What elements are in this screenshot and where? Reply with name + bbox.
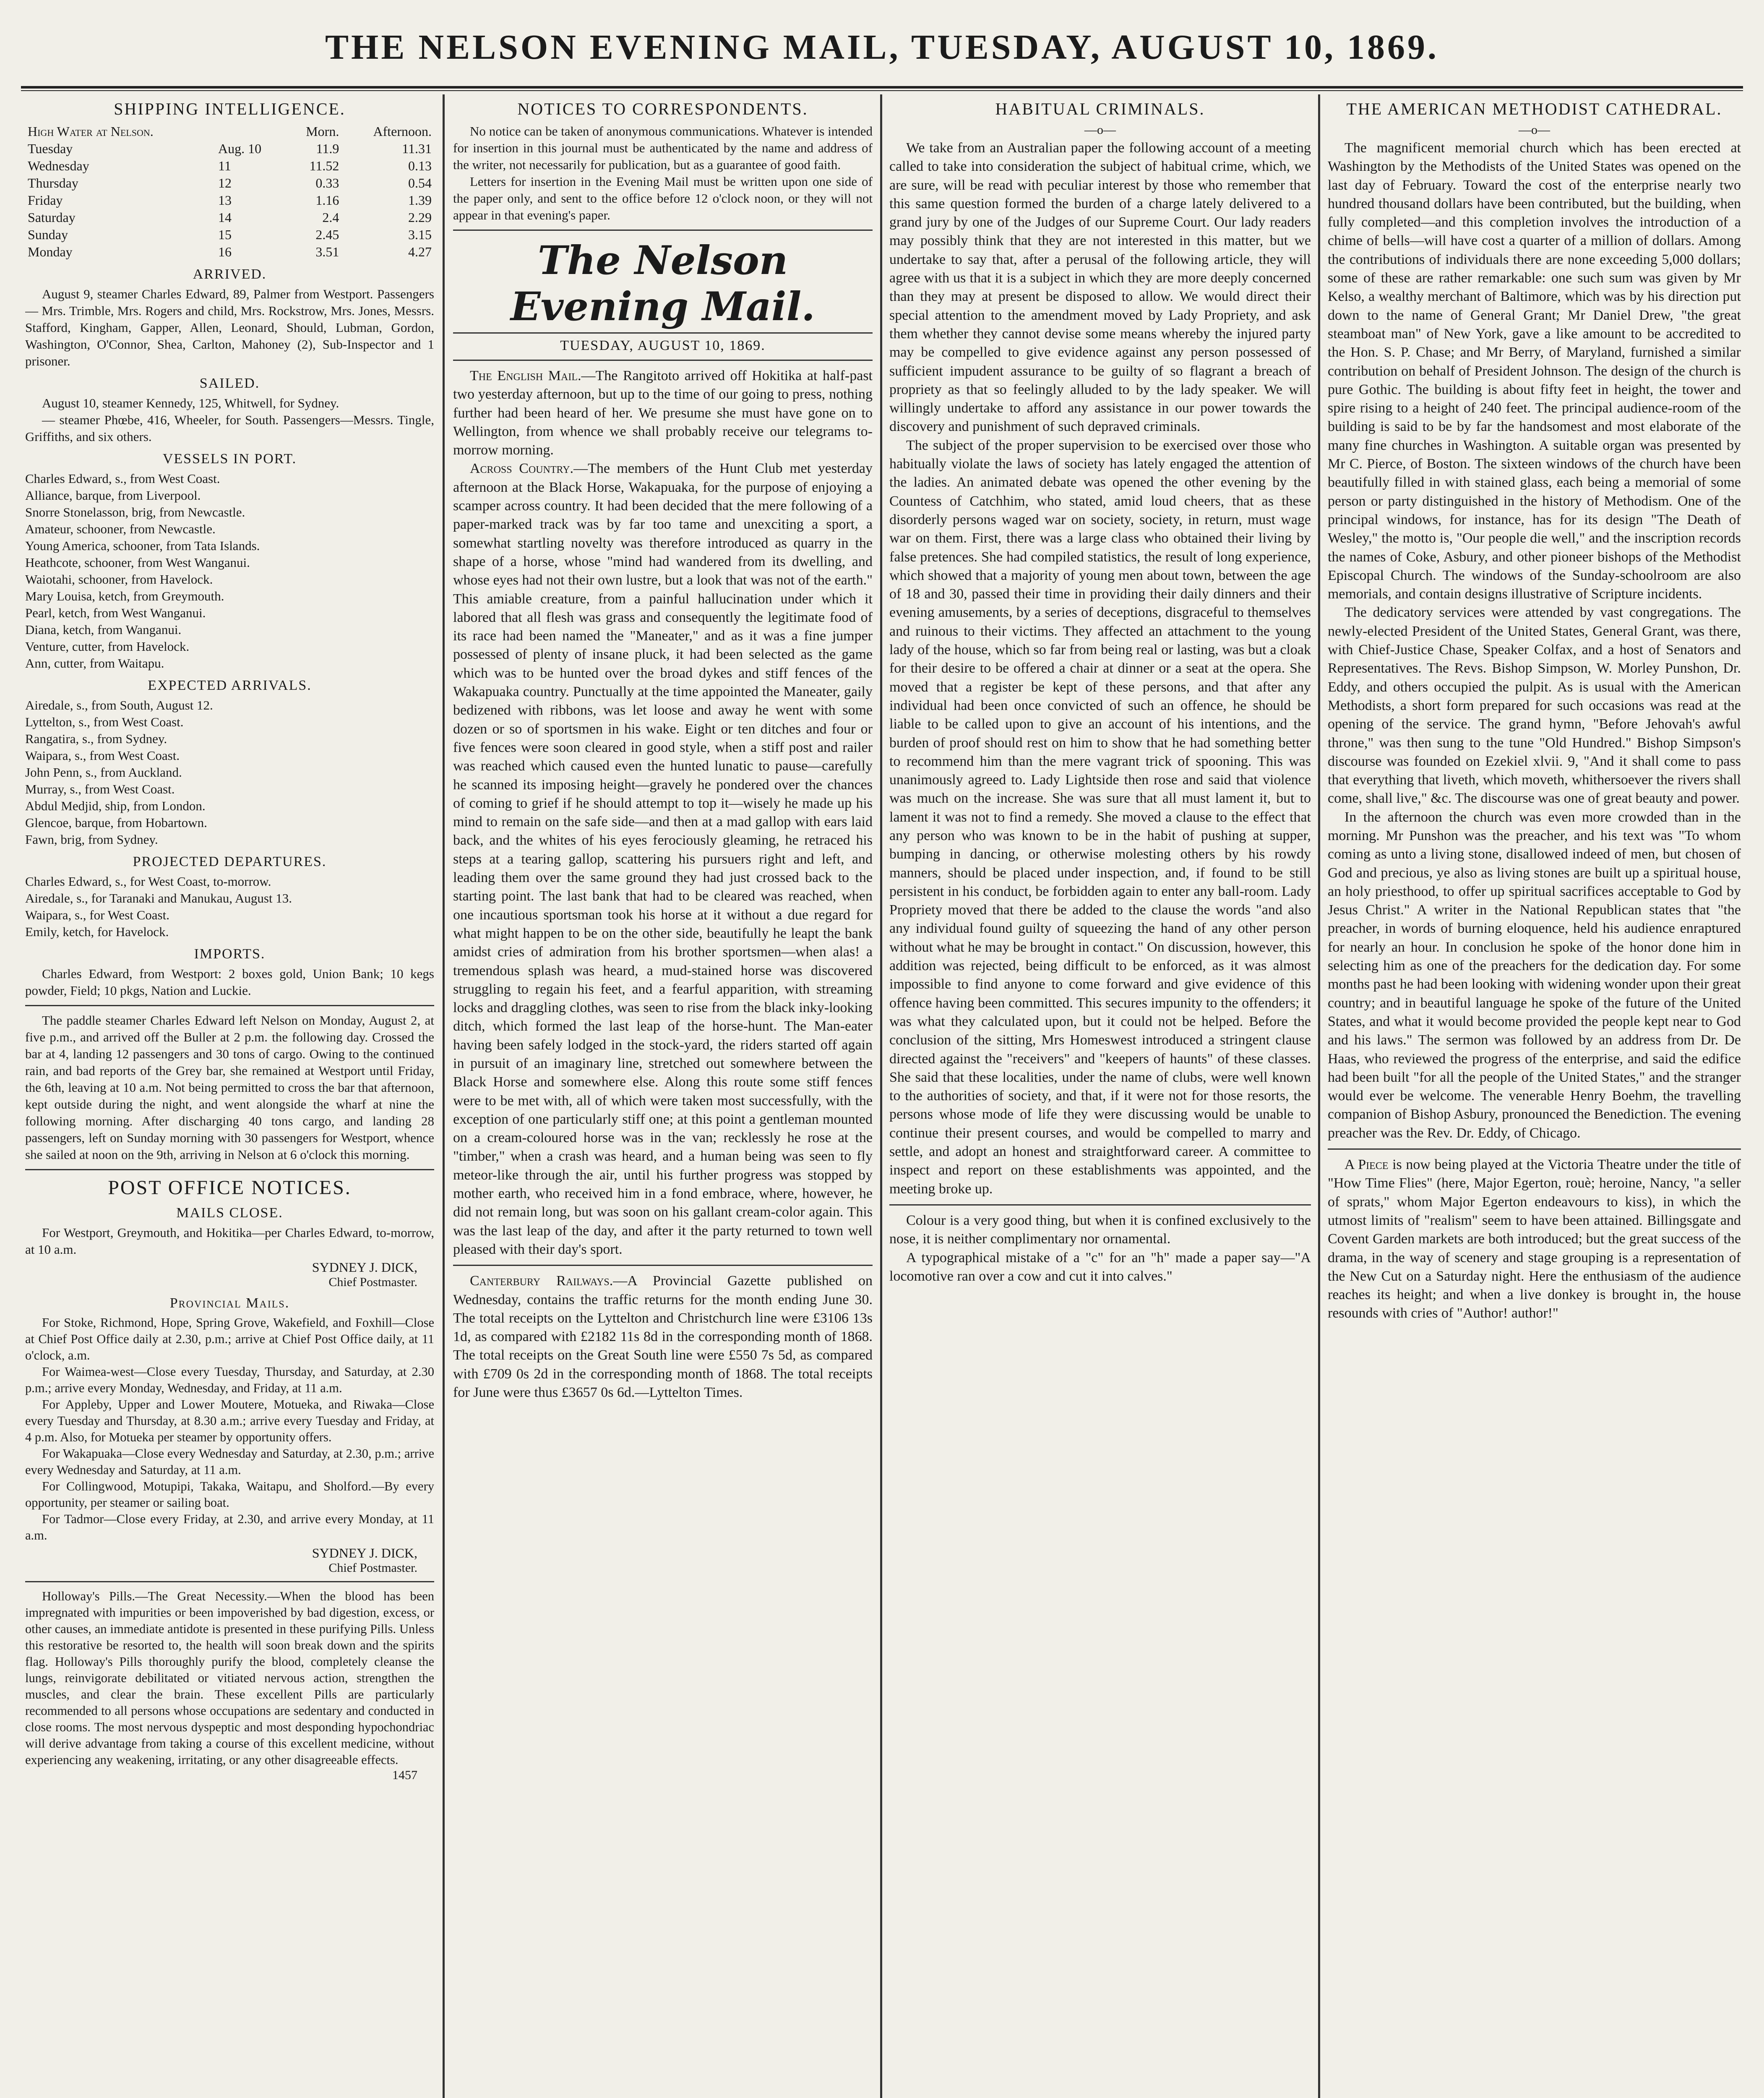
list-item: Alliance, barque, from Liverpool. (25, 488, 201, 503)
list-item: John Penn, s., from Auckland. (25, 765, 182, 780)
column-shipping (25, 97, 434, 2098)
list-item: Glencoe, barque, from Hobartown. (25, 815, 207, 830)
arrived-text: August 9, steamer Charles Edward, 89, Palmer from Westport. Passengers — Mrs. Trimble, Mrs. Rogers and child, Mrs. Rockstrow, Mrs. Jones, Messrs. Stafford, Kingham, Gapper, Allen, Leonard, Should, Lubman, Gordon, Washington, O'Connor, Shea, Carlton, Mahoney (2), Sub-Inspector and 1 prisoner. (25, 287, 434, 368)
tide-date: 12 (218, 175, 232, 190)
sailed-item: August 10, steamer Kennedy, 125, Whitwell, for Sydney. (42, 396, 339, 410)
tide-afternoon: 11.31 (402, 141, 432, 156)
divider (453, 1265, 873, 1266)
ornament: —o— (1084, 123, 1116, 137)
article-paragraph: The dedicatory services were attended by vast congregations. The newly-elected President of the United States, General Grant, was there, with Chief-Justice Chase, Speaker Colfax, and a host of Senators and Representatives. The Revs. Bishop Simpson, W. Morley Punshon, Dr. Eddy, and others occupied the pulpit. As is usual with the American Methodists, a short form prepared for such occasions was read at the opening of the service. The grand hymn, "Before Jehovah's awful throne," was then sung to the tune "Old Hundred." Bishop Simpson's discourse was founded on Ezekiel xlvii. 9, "And it shall come to pass that everything that liveth, which moveth, whithersoever the rivers shall come, shall live," &c. The discourse was one of great beauty and power. (1328, 605, 1741, 806)
mails-close-heading: MAILS CLOSE. (176, 1205, 283, 1221)
tide-afternoon: 1.39 (408, 193, 432, 208)
list-item: Charles Edward, s., for West Coast, to-morrow. (25, 874, 271, 889)
tide-table-header (25, 123, 434, 140)
list-item: Waipara, s., from West Coast. (25, 748, 180, 763)
article-body: —The Rangitoto arrived off Hokitika at half-past two yesterday afternoon, but up to the time of our going to press, nothing further had been heard of her. We presume she must have gone on to Wellington, from whence we shall probably receive our telegrams to-morrow morning. (453, 368, 873, 458)
tide-date: 14 (218, 210, 232, 225)
table-row (25, 140, 434, 157)
divider (889, 1204, 1311, 1206)
article-lead: Canterbury Railways. (470, 1273, 613, 1289)
table-row (25, 192, 434, 209)
tide-day: Thursday (28, 175, 78, 190)
list-item: Abdul Medjid, ship, from London. (25, 798, 206, 813)
post-office-heading: POST OFFICE NOTICES. (108, 1177, 352, 1199)
divider (25, 1581, 434, 1582)
article-heading: HABITUAL CRIMINALS. (995, 99, 1205, 118)
imports-text: Charles Edward, from Westport: 2 boxes gold, Union Bank; 10 kegs powder, Field; 10 pkgs, Nation and Luckie. (25, 966, 434, 998)
column-habitual-criminals (889, 97, 1311, 2098)
paddle-steamer-report: The paddle steamer Charles Edward left Nelson on Monday, August 2, at five p.m., and arrived off the Buller at 2 p.m. the following day. Crossed the bar at 4, landing 12 passengers and 30 tons of cargo. Owing to the continued rain, and bad reports of the Grey bar, she remained at Westport until Friday, the 6th, leaving at 10 a.m. Not being permitted to cross the bar that afternoon, kept outside during the night, and went alongside the wharf at nine the following morning. After discharging 40 tons cargo, and landing 28 passengers, left on Sunday morning with 30 passengers for Westport, whence she sailed at noon on the 9th, arriving in Nelson at 6 o'clock this morning. (25, 1013, 434, 1162)
column-divider (1318, 94, 1320, 2098)
dateline: TUESDAY, AUGUST 10, 1869. (560, 338, 766, 353)
list-item: Charles Edward, s., from West Coast. (25, 471, 220, 486)
article-paragraph: In the afternoon the church was even more crowded than in the morning. Mr Punshon was the preacher, and his text was "To whom coming as unto a living stone, disallowed indeed of men, but chosen of God and precious, ye also as living stones are built up a spiritual house, an holy priesthood, to offer up spiritual sacrifices acceptable to God by Jesus Christ." A writer in the National Republican states that "the preacher, in words of burning eloquence, held his audience enraptured for nearly an hour. In conclusion he spoke of the honor done him in selecting him as one of the preachers for the dedication day. For some months past he had been looking with widening wonder upon their great country; and in beautiful language he spoke of the future of the United States, and what it would become provided the people kept near to God and his laws." The sermon was followed by an address from Dr. De Haas, who reviewed the progress of the enterprise, and said the edifice had been built "for all the people of the United States," and the stranger would ever be welcome. The venerable Henry Boehm, the travelling companion of Bishop Asbury, pronounced the Benediction. The evening preacher was the Rev. Dr. Eddy, of Chicago. (1328, 809, 1741, 1141)
postmaster-title: Chief Postmaster. (328, 1275, 417, 1289)
list-item: Murray, s., from West Coast. (25, 782, 175, 796)
tide-header-cell: High Water at Nelson. (28, 124, 154, 139)
divider (453, 230, 873, 231)
article-body: is now being played at the Victoria Theatre under the title of "How Time Flies" (here, Major Egerton, rouè; heroine, Nancy, "a seller of sprats," whom Major Egerton endeavours to kiss), in which the utmost limits of "realism" seem to have been attained. Billingsgate and Covent Garden markets are both introduced; but the great success of the drama, in the way of scenery and stage grouping is a representation of the New Cut on a Saturday night. Here the enthusiasm of the audience reaches its height; and when a live donkey is brought in, the house resounds with cries of "Author! author!" (1328, 1157, 1741, 1321)
column-methodist-cathedral (1328, 97, 1741, 2098)
notice-text: Letters for insertion in the Evening Mail must be written upon one side of the paper only, and sent to the office before 12 o'clock noon, or they will not appear in that evening's paper. (453, 174, 873, 222)
list-item: For Appleby, Upper and Lower Moutere, Motueka, and Riwaka—Close every Tuesday and Thursday, at 8.30 a.m.; arrive every Tuesday and Friday, at 4 p.m. Also, for Motueka per steamer by opportunity offers. (25, 1397, 434, 1444)
masthead-rule (21, 86, 1743, 89)
tide-morning: 2.45 (315, 227, 339, 242)
list-item: Young America, schooner, from Tata Islands. (25, 538, 260, 553)
postmaster-signature: SYDNEY J. DICK, (312, 1260, 417, 1275)
list-item: Venture, cutter, from Havelock. (25, 639, 190, 654)
tide-header-cell: Afternoon. (373, 124, 432, 139)
theatre-article (1328, 1156, 1741, 1323)
ornament: —o— (1519, 123, 1550, 137)
list-item: Amateur, schooner, from Newcastle. (25, 522, 216, 536)
list-item: For Stoke, Richmond, Hope, Spring Grove, Wakefield, and Foxhill—Close at Chief Post Office daily at 2.30, p.m.; arrive at Chief Post Office daily, at 11 o'clock, a.m. (25, 1315, 434, 1362)
list-item: Diana, ketch, from Wanganui. (25, 622, 182, 637)
tide-day: Monday (28, 244, 73, 259)
port-heading: VESSELS IN PORT. (162, 451, 297, 467)
table-row (25, 226, 434, 243)
list-item: Pearl, ketch, from West Wanganui. (25, 605, 206, 620)
postmaster-signature: SYDNEY J. DICK, (312, 1545, 417, 1560)
article-lead: Across Country. (470, 461, 574, 477)
list-item: For Waimea-west—Close every Tuesday, Thursday, and Saturday, at 2.30 p.m.; arrive every Monday, Wednesday, and Friday, at 11 a.m. (25, 1365, 434, 1395)
list-item: Waiotahi, schooner, from Havelock. (25, 572, 213, 587)
tide-morning: 3.51 (315, 244, 339, 259)
filler-paragraph: Colour is a very good thing, but when it is confined exclusively to the nose, it is neither complimentary nor ornamental. (889, 1212, 1311, 1247)
tide-date: 11 (218, 158, 231, 173)
across-country-article (453, 459, 873, 1259)
tide-day: Friday (28, 193, 63, 208)
divider (453, 360, 873, 361)
newspaper-title: The Nelson Evening Mail. (510, 237, 816, 330)
tide-afternoon: 0.54 (408, 175, 432, 190)
divider (1328, 1148, 1741, 1150)
holloway-advertisement: Holloway's Pills.—The Great Necessity.—When the blood has been impregnated with impurities or been impoverished by bad digestion, excess, or other causes, an immediate antidote is presented in these purifying Pills. Unless this restorative be resorted to, the health will soon break down and the spirits flag. Holloway's Pills thoroughly purify the blood, completely cleanse the lungs, reinvigorate debilitated or vitiated nervous action, strengthen the muscles, and clear the brain. These excellent Pills are particularly recommended to all persons whose occupations are sedentary and conducted in close rooms. The most nervous dyspeptic and most desponding hypochondriac will derive advantage from taking a course of this excellent medicine, without experiencing any weakening, irritating, or any other disagreeable effects. (25, 1589, 434, 1767)
article-heading: THE AMERICAN METHODIST CATHEDRAL. (1346, 99, 1722, 118)
tide-header-cell: Morn. (306, 124, 339, 139)
article-paragraph: We take from an Australian paper the following account of a meeting called to take into consideration the subject of habitual crime, which, we are sure, will be read with peculiar interest by those who remember that this same question formed the burden of a charge lately delivered to a grand jury by one of the Judges of our Supreme Court. Our lady readers may possibly think that they are not interested in this matter, but we undertake to say that, after a perusal of the following article, they will agree with us that it is a subject in which they are more deeply concerned than they may at present be disposed to allow. We would direct their special attention to the amendment moved by Lady Propriety, and ask them whether they cannot devise some means whereby the injured party may be compelled to give evidence against any person possessed of sufficient impudent assurance to be guilty of so flagrant a breach of propriety as that so feelingly alluded to by the lady speaker. We will willingly undertake to afford any assistance in our power towards the discovery and punishment of such depraved criminals. (889, 140, 1311, 435)
imports-heading: IMPORTS. (194, 946, 266, 962)
tide-table (25, 123, 434, 261)
notices-heading: NOTICES TO CORRESPONDENTS. (517, 99, 808, 118)
mails-close-text: For Westport, Greymouth, and Hokitika—per Charles Edward, to-morrow, at 10 a.m. (25, 1225, 434, 1257)
shipping-heading: SHIPPING INTELLIGENCE. (114, 99, 346, 118)
advertisement-number: 1457 (392, 1768, 417, 1782)
tide-day: Saturday (28, 210, 76, 225)
notice-text: No notice can be taken of anonymous communications. Whatever is intended for insertion in this journal must be authenticated by the name and address of the writer, not necessarily for publication, but as a guarantee of good faith. (453, 124, 873, 172)
tide-date: 15 (218, 227, 232, 242)
column-divider (880, 94, 882, 2098)
divider (453, 332, 873, 334)
postmaster-title: Chief Postmaster. (328, 1561, 417, 1575)
tide-date: 16 (218, 244, 232, 259)
list-item: Emily, ketch, for Havelock. (25, 924, 169, 939)
masthead-rule-thin (21, 90, 1743, 91)
expected-heading: EXPECTED ARRIVALS. (148, 678, 312, 693)
column-divider (443, 94, 445, 2098)
filler-paragraph: A typographical mistake of a "c" for an "h" made a paper say—"A locomotive ran over a cow and cut it into calves." (889, 1250, 1311, 1284)
article-body: —A Provincial Gazette published on Wednesday, contains the traffic returns for the month ending June 30. The total receipts on the Lyttelton and Christchurch line were £3106 13s 1d, as compared with £2182 11s 8d in the corresponding month of 1868. The total receipts on the Great South line were £550 7s 5d, as compared with £709 0s 2d in the corresponding month of 1868. The total receipts for June were thus £3657 0s 6d.—Lyttelton Times. (453, 1273, 873, 1401)
article-lead: A Piece (1344, 1157, 1389, 1173)
provincial-mails-heading: Provincial Mails. (169, 1295, 290, 1311)
article-paragraph: The subject of the proper supervision to be exercised over those who habitually violate the laws of society has lately engaged the attention of the ladies. An animated debate was opened the other evening by the Countess of Catchhim, who stated, amid loud cheers, that as these disorderly persons waged war on society, society, in return, must wage war on them. First, there was a large class who obtained their living by false pretences. She had compiled statistics, the result of long experience, which showed that a majority of young men about town, between the age of 18 and 30, passed their time in providing their daily dinners and their evening amusements, by a series of deceptions, disgraceful to themselves and ruinous to their victims. They affected an attachment to the young lady of the house, which so far from being real or lasting, was but a cloak for their desire to be offered a chair at dinner or a seat at the opera. She moved that a register be kept of these persons, and that after any individual had been once convicted of such an offence, he should be liable to be called upon to give an account of his intentions, and the burden of proof should rest on him to show that he had something better to recommend him than the mere vagrant trick of spooning. This was unanimously agreed to. Lady Lightside then rose and said that violence was much on the increase. She was sure that all must lament it, but to lament it was not to find a remedy. She moved a clause to the effect that any person who was known to be in the habit of pushing at supper, bumping in dancing, or otherwise molesting others by his rowdy manners, should be placed under inspection, and, if found to be still persistent in his conduct, be forbidden again to enter any ball-room. Lady Propriety moved that there be added to the clause the words "and also any individual found guilty of squeezing the hand of any other person without what he may be brought in contact." On discussion, however, this addition was rejected, being difficult to be enforced, as it was almost impossible to find anyone to come forward and give evidence of this offence having been committed. This secures impunity to the offenders; it was what they calculated upon, but it could not be helped. Before the conclusion of the sitting, Mrs Homeswest introduced a stringent clause directed against the "receivers" and "keepers of haunts" of these classes. She said that these localities, under the name of clubs, were well known to the authorities of society, and that, if it were not for those resorts, the persons whose mode of life they were discussing would be unable to continue their present courses, and would be compelled to marry and settle, and adopt an honest and straightforward career. A committee to inspect and report on these establishments was appointed, and the meeting broke up. (889, 437, 1311, 1197)
sailed-item: — steamer Phœbe, 416, Wheeler, for South. Passengers—Messrs. Tingle, Griffiths, and six others. (25, 412, 434, 444)
tide-date: 13 (218, 193, 232, 208)
table-row (25, 175, 434, 192)
tide-day: Tuesday (28, 141, 73, 156)
tide-morning: 11.9 (316, 141, 339, 156)
divider (25, 1169, 434, 1170)
table-row (25, 209, 434, 226)
article-paragraph: The magnificent memorial church which has been erected at Washington by the Methodists of the United States was opened on the last day of February. Toward the cost of the enterprise nearly two hundred thousand dollars have been contributed, but the building, when fully completed—and this completion involves the introduction of a chime of bells—will have cost a quarter of a million of dollars. Among the contributions of individuals there are none exceeding 5,000 dollars; some of these are rather remarkable: one such sum was given by Mr Kelso, a wealthy merchant of Baltimore, which was by his direction put down to the name of General Grant; Mr Daniel Drew, "the great steamboat man" of New York, gave a like amount to be accredited to the Hon. S. P. Chase; and Mr Berry, of Maryland, furnished a similar contribution on behalf of President Johnson. The design of the church is pure Gothic. The building is about fifty feet in height, the tower and spire rising to a height of 240 feet. The principal audience-room of the building is said to be by far the handsomest and most elaborate of the many fine churches in Washington. A suitable organ was presented by Mr C. Pierce, of Boston. The sixteen windows of the church have been beautifully filled in with stained glass, each being a memorial of some person or party distinguished in the history of Methodism. One of the principal windows, for instance, has for its design "The Death of Wesley," the motto is, "Our people die well," and the inscription records the names of Coke, Asbury, and other pioneer bishops of the Methodist Episcopal Church. The windows of the Sunday-schoolroom are also memorials, and contain designs illustrative of Scripture incidents. (1328, 140, 1741, 602)
tide-afternoon: 2.29 (408, 210, 432, 225)
column-editorial (453, 97, 873, 2098)
sailed-heading: SAILED. (199, 376, 260, 391)
list-item: Ann, cutter, from Waitapu. (25, 656, 164, 671)
tide-morning: 1.16 (315, 193, 339, 208)
list-item: Rangatira, s., from Sydney. (25, 731, 167, 746)
article-lead: The English Mail. (470, 368, 581, 384)
railways-article (453, 1272, 873, 1402)
article-body: —The members of the Hunt Club met yesterday afternoon at the Black Horse, Wakapuaka, for the purpose of enjoying a scamper across country. It had been decided that the mere following of a paper-marked track was by far too tame and unexciting a sport, a somewhat startling novelty was therefore introduced as quarry in the shape of a horse, whose "mind had wandered from its dwelling, and whose eyes had not their own lustre, but a look that was not of the earth." This amiable creature, from a painful hallucination under which it labored that all flesh was grass and consequently the legitimate food of its race had been named the "Maneater," and as it was a fine jumper possessed of plenty of insane pluck, it had been selected as the game which was to be hunted over the broad dykes and stiff fences of the Wakapuaka country. Punctually at the time appointed the Maneater, gaily bedizened with ribbons, was let loose and away he went with some dozen or so of sportsmen in his wake. Eight or ten ditches and four or five fences were soon cleared in good style, when a stiff post and railer was reached which caused even the hunted lunatic to pause—carefully he scanned its imposing height—gravely he pondered over the chances of coming to grief if he should attempt to top it—wisely he made up his mind to remain on the safe side—and then at a mad gallop with ears laid back, and the whites of his eyes ferociously gleaming, he retraced his steps at a tearing gallop, scattering his pursuers right and left, and leading them over the same ground they had just crossed back to the starting point. The last bank that had to be cleared was reached, when one incautious sportsman took his horse at it without a due regard for what might happen to be on the other side, beautifully he leapt the bank amidst cries of admiration from his brother sportsmen—when alas! a tremendous splash was heard, a mud-stained horse was discovered struggling to regain his feet, and a fearful apparition, with streaming locks and draggling clothes, was seen to rise from the black inky-looking ditch, which formed the last leap of the horse-hunt. The Man-eater having been safely lodged in the stock-yard, the riders started off again in pursuit of an imaginary line, stretched out somewhere between the Black Horse and somewhere else. Along this route some stiff fences were to be met with, all of which were taken most successfully, with the exception of one particularly stiff one; at this point a gentleman mounted on a cream-coloured horse was in the van; recklessly he rose at the "timber," when a crash was heard, and a human being was seen to fly meteor-like through the air, until his further progress was stopped by mother earth, who received him in a fond embrace, where, however, he did not remain long, but was soon on his gallant cream-color again. This was the last leap of the day, and after it the party returned to town well pleased with their day's sport. (453, 461, 873, 1257)
tide-morning: 2.4 (322, 210, 339, 225)
list-item: For Wakapuaka—Close every Wednesday and Saturday, at 2.30, p.m.; arrive every Wednesday and Saturday, at 11 a.m. (25, 1446, 434, 1477)
list-item: Airedale, s., for Taranaki and Manukau, August 13. (25, 891, 292, 905)
departures-heading: PROJECTED DEPARTURES. (133, 854, 327, 869)
tide-afternoon: 0.13 (408, 158, 432, 173)
tide-afternoon: 3.15 (408, 227, 432, 242)
list-item: For Collingwood, Motupipi, Takaka, Waitapu, and Sholford.—By every opportunity, per steamer or sailing boat. (25, 1479, 434, 1510)
tide-afternoon: 4.27 (408, 244, 432, 259)
list-item: Waipara, s., for West Coast. (25, 908, 169, 922)
masthead: THE NELSON EVENING MAIL, TUESDAY, AUGUST 10, 1869. (325, 28, 1439, 67)
english-mail-article (453, 367, 873, 459)
list-item: For Tadmor—Close every Friday, at 2.30, and arrive every Monday, at 11 a.m. (25, 1512, 434, 1542)
arrived-heading: ARRIVED. (193, 266, 267, 282)
tide-day: Wednesday (28, 158, 89, 173)
table-row (25, 157, 434, 175)
list-item: Snorre Stonelasson, brig, from Newcastle. (25, 505, 245, 519)
list-item: Airedale, s., from South, August 12. (25, 698, 213, 712)
tide-date: Aug. 10 (218, 141, 262, 156)
tide-morning: 0.33 (315, 175, 339, 190)
list-item: Fawn, brig, from Sydney. (25, 832, 158, 847)
tide-day: Sunday (28, 227, 68, 242)
list-item: Lyttelton, s., from West Coast. (25, 715, 184, 729)
tide-morning: 11.52 (309, 158, 339, 173)
table-row (25, 243, 434, 261)
divider (25, 1005, 434, 1006)
list-item: Mary Louisa, ketch, from Greymouth. (25, 589, 224, 603)
list-item: Heathcote, schooner, from West Wanganui. (25, 555, 250, 570)
